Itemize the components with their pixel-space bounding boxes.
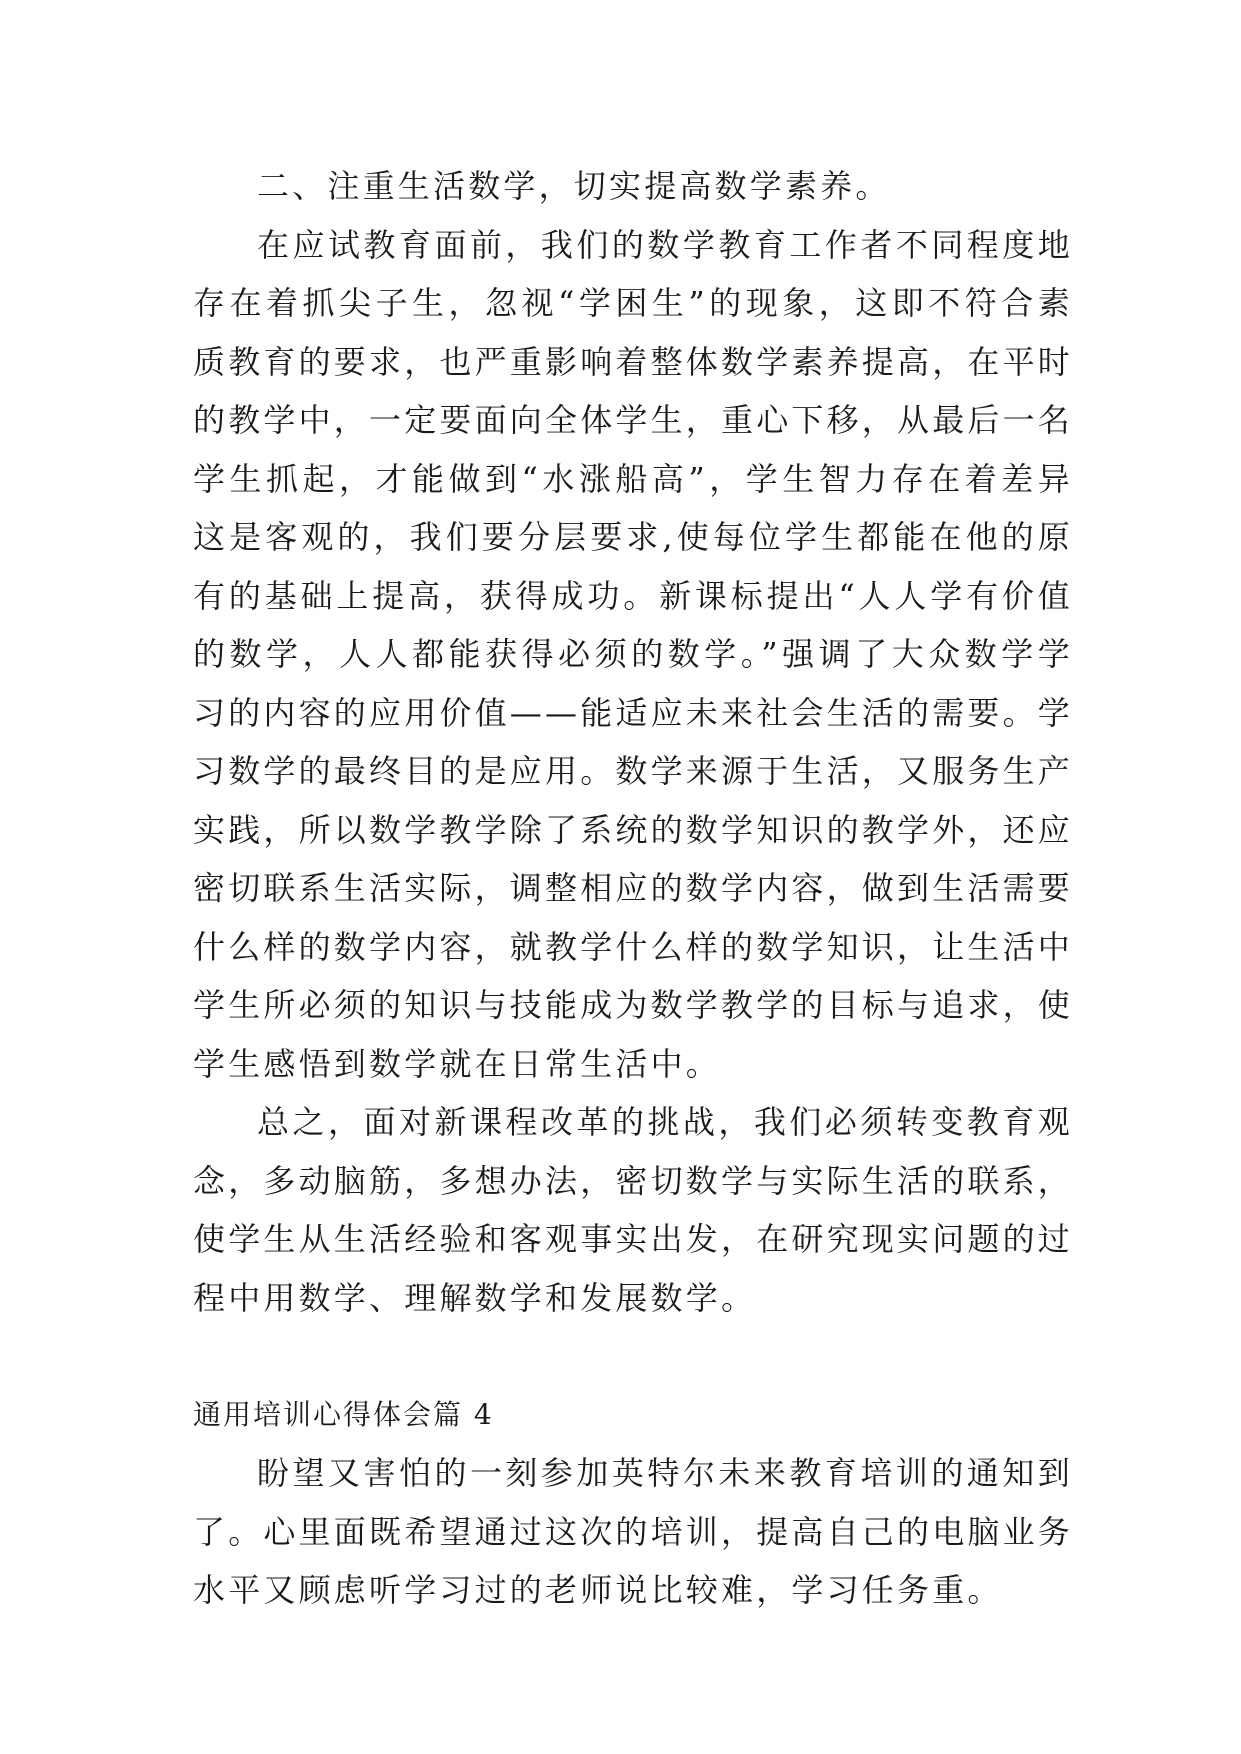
- document-body: [193, 157, 1073, 1620]
- paragraph-gap: [193, 1327, 1073, 1386]
- paragraph-exam-education: 在应试教育面前，我们的数学教育工作者不同程度地存在着抓尖子生，忽视“学困生”的现象，这即不符合素质教育的要求，也严重影响着整体数学素养提高，在平时的教学中，一定要面向全体学生，重心下移，从最后一名学生抓起，才能做到“水涨船高”，学生智力存在着差异这是客观的，我们要分层要求,使每位学生都能在他的原有的基础上提高，获得成功。新课标提出“人人学有价值的数学，人人都能获得必须的数学。”强调了大众数学学习的内容的应用价值——能适应未来社会生活的需要。学习数学的最终目的是应用。数学来源于生活，又服务生产实践，所以数学教学除了系统的数学知识的教学外，还应密切联系生活实际，调整相应的数学内容，做到生活需要什么样的数学内容，就教学什么样的数学知识，让生活中学生所必须的知识与技能成为数学教学的目标与追求，使学生感悟到数学就在日常生活中。: [193, 225, 1074, 1083]
- paragraph-training-notice: 盼望又害怕的一刻参加英特尔未来教育培训的通知到了。心里面既希望通过这次的培训，提高自己的电脑业务水平又顾虑听学习过的老师说比较难，学习任务重。: [193, 1454, 1074, 1609]
- article-title: 通用培训心得体会篇 4: [193, 1397, 494, 1431]
- paragraph-conclusion: 总之，面对新课程改革的挑战，我们必须转变教育观念，多动脑筋，多想办法，密切数学与实际生活的联系，使学生从生活经验和客观事实出发，在研究现实问题的过程中用数学、理解数学和发展数学。: [193, 1103, 1074, 1317]
- section-two-title: 二、注重生活数学，切实提高数学素养。: [257, 167, 891, 205]
